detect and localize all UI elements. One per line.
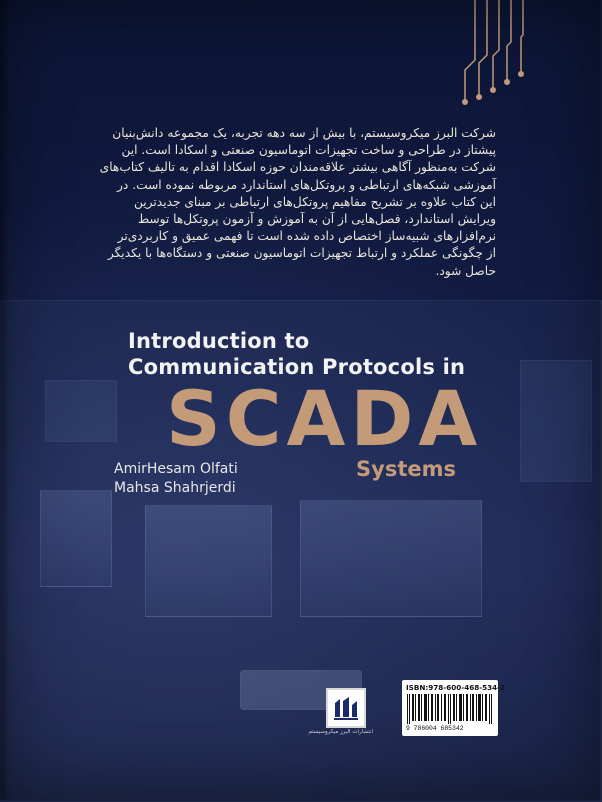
publisher-logo-icon <box>326 688 366 728</box>
title-line-2: Communication Protocols in <box>128 355 466 379</box>
title-main-word: SCADA <box>166 374 483 463</box>
background-panel-top <box>45 380 117 442</box>
persian-description <box>99 125 496 280</box>
background-monitor-left <box>40 490 112 587</box>
persian-line: از چگونگی عملکرد و ارتباط تجهیزات اتوماسیون صنعتی و دستگاه‌ها با یکدیگر <box>107 246 496 261</box>
persian-line: نرم‌افزارهای شبیه‌ساز اختصاص داده شده است تا فهمی عمیق و کاربردی‌تر <box>117 229 496 244</box>
isbn-barcode <box>402 680 506 736</box>
authors-block <box>114 460 238 498</box>
background-monitor-center <box>145 505 272 617</box>
persian-line: شرکت به‌منظور آگاهی بیشتر علاقه‌مندان حوزه اسکادا اقدام به تالیف کتاب‌های <box>99 160 496 175</box>
author-name: Mahsa Shahrjerdi <box>114 480 236 496</box>
author-name: AmirHesam Olfati <box>114 461 238 477</box>
persian-line: ویرایش استاندارد، فصل‌هایی از آن به آموزش و آزمون پروتکل‌ها توسط <box>137 212 496 227</box>
background-panel-right <box>520 360 592 482</box>
persian-line: پیشتاز در طراحی و ساخت تجهیزات اتوماسیون صنعتی و اسکادا است. این <box>121 143 496 158</box>
publisher-caption: انتشارات البرز میکروسیستم <box>308 729 373 735</box>
persian-line: این کتاب علاوه بر تشریح مفاهیم پروتکل‌های ارتباطی بر مبنای جدیدترین <box>134 194 496 209</box>
persian-line: آموزشی شبکه‌های ارتباطی و پروتکل‌های استاندارد مربوطه نموده است. در <box>117 177 496 192</box>
circuit-traces-icon <box>455 0 535 120</box>
isbn-label: ISBN:978-600-468-534-2 <box>406 683 506 692</box>
title-subword: Systems <box>356 457 456 481</box>
barcode-digits: 9 786004 685342 <box>406 725 464 732</box>
barcode-bars-icon <box>406 694 494 724</box>
book-title <box>128 328 465 380</box>
title-line-1: Introduction to <box>128 329 310 353</box>
publisher-logo-mark-icon <box>331 693 361 723</box>
background-monitor-right <box>300 500 482 617</box>
persian-line: شرکت البرز میکروسیستم، با بیش از سه دهه تجربه، یک مجموعه دانش‌بنیان <box>112 126 496 140</box>
persian-line: حاصل شود. <box>435 263 496 278</box>
spine-shadow <box>0 0 10 800</box>
